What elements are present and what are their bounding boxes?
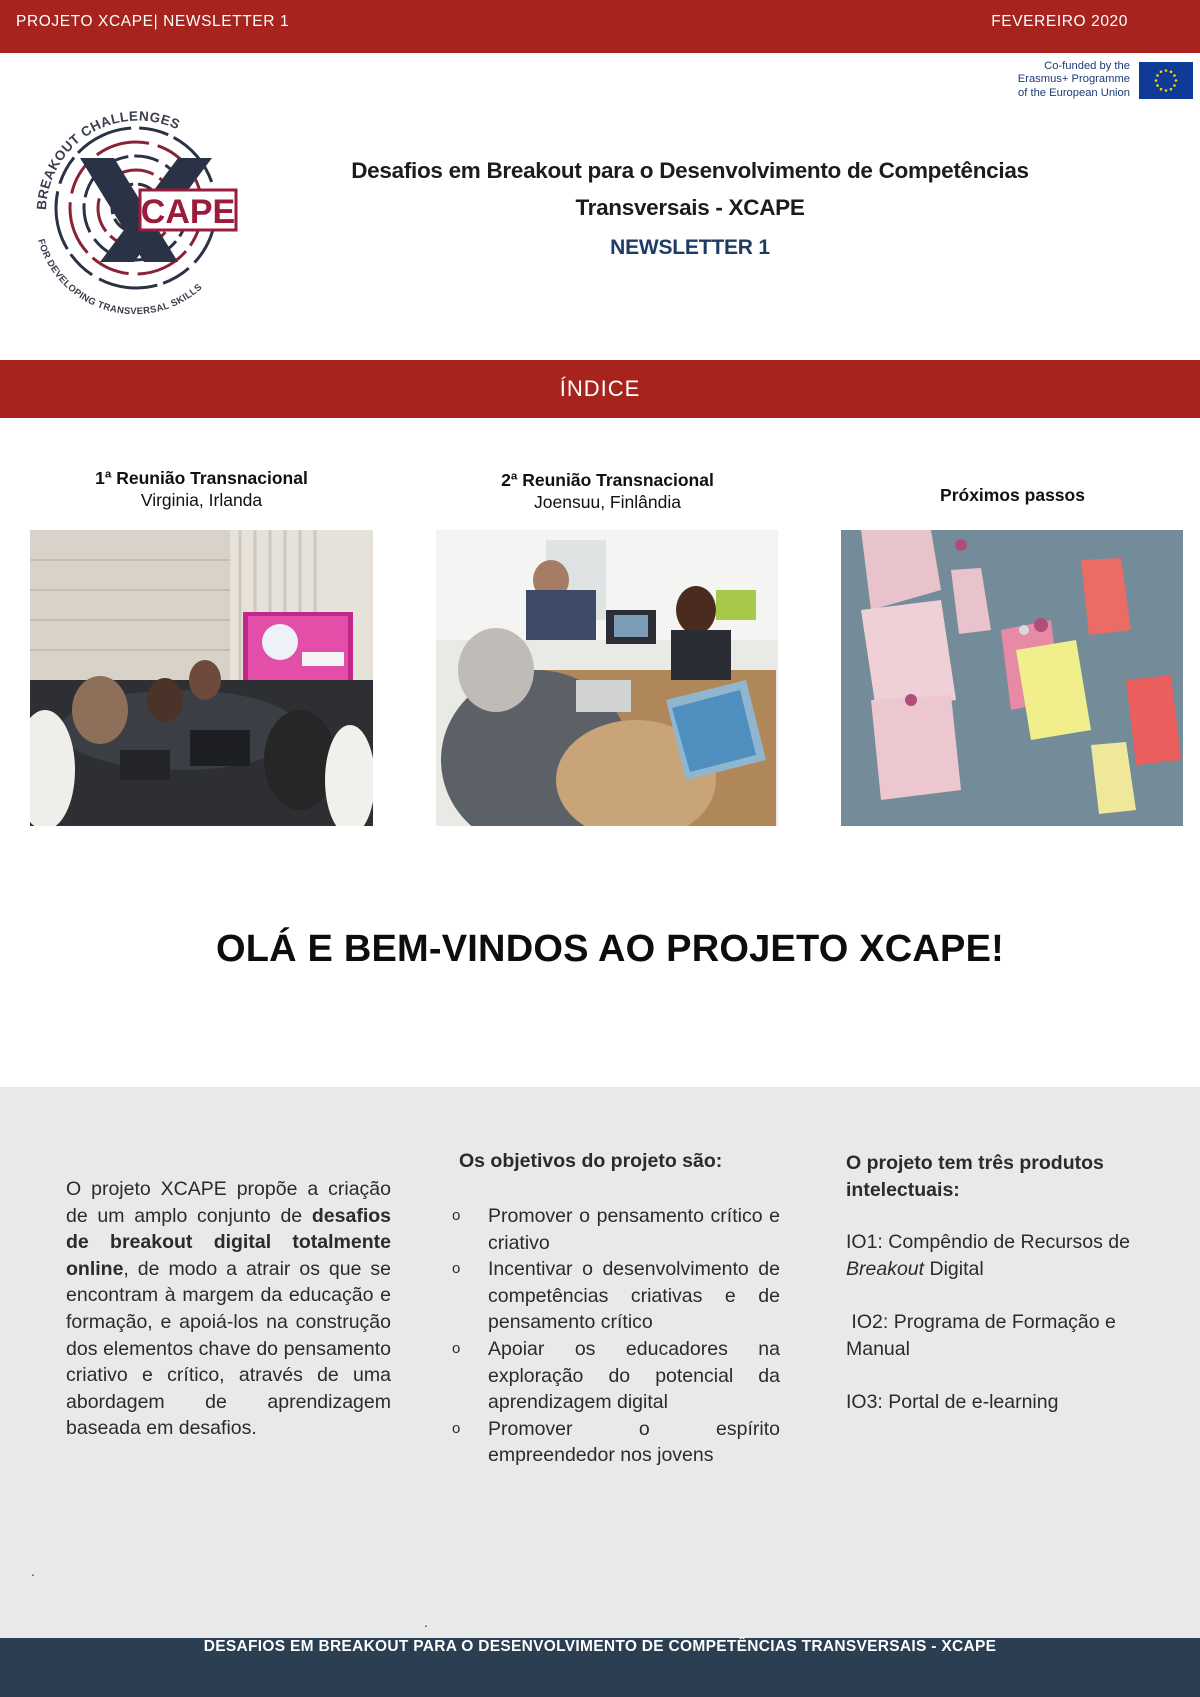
photo-second-meeting[interactable] xyxy=(436,530,778,826)
footer-text: DESAFIOS EM BREAKOUT PARA O DESENVOLVIMENTO DE COMPETÊNCIAS TRANSVERSAIS - XCAPE xyxy=(203,1638,997,1655)
objective-text: Promover o espírito empreendedor nos jovens xyxy=(488,1417,780,1467)
objectives-list xyxy=(450,1203,780,1469)
eu-cofunding-text xyxy=(1000,60,1130,100)
io1-prefix: IO1: Compêndio de Recursos de xyxy=(846,1231,1130,1253)
welcome-heading: OLÁ E BEM-VINDOS AO PROJETO XCAPE! xyxy=(215,928,1004,970)
list-item xyxy=(450,1203,780,1256)
photo-sticky-notes[interactable] xyxy=(841,530,1183,826)
products-title: O projeto tem três produtos intelectuais: xyxy=(846,1152,1104,1201)
index-item-title: Próximos passos xyxy=(940,485,1085,505)
intro-text-1: O projeto XCAPE propõe a criação de um amplo conjunto de xyxy=(66,1178,391,1227)
list-item xyxy=(450,1256,780,1336)
title-line-2: Transversais - XCAPE xyxy=(575,195,805,220)
index-item-title: 1ª Reunião Transnacional xyxy=(95,468,308,488)
io1-suffix: Digital xyxy=(924,1257,984,1280)
logo-word: CAPE xyxy=(140,193,236,231)
stray-mark: . xyxy=(31,1563,35,1579)
index-item-title: 2ª Reunião Transnacional xyxy=(501,470,714,490)
objectives-title: Os objetivos do projeto são: xyxy=(459,1150,723,1172)
index-item-subtitle: Virginia, Irlanda xyxy=(140,490,263,510)
xcape-logo xyxy=(28,100,260,316)
newsletter-main-title xyxy=(300,152,1080,226)
eu-flag-icon xyxy=(1139,62,1193,99)
list-item xyxy=(450,1416,780,1469)
index-label: ÍNDICE xyxy=(559,376,641,401)
product-io3: IO3: Portal de e-learning xyxy=(846,1391,1059,1413)
footer-bar xyxy=(0,1638,1200,1697)
newsletter-number: NEWSLETTER 1 xyxy=(610,236,770,259)
intro-paragraph xyxy=(66,1176,391,1442)
intro-bold: desafios de breakout digital totalmente online xyxy=(66,1204,391,1280)
bullet-icon: o xyxy=(452,1419,461,1437)
list-item xyxy=(450,1336,780,1416)
header-left-text: PROJETO XCAPE| NEWSLETTER 1 xyxy=(16,13,290,30)
index-item-3[interactable] xyxy=(841,484,1184,506)
bullet-icon: o xyxy=(452,1207,461,1224)
photo-first-meeting[interactable] xyxy=(30,530,373,826)
logo-arc-top: BREAKOUT CHALLENGES xyxy=(33,108,183,211)
product-io1 xyxy=(846,1229,1166,1282)
bullet-icon: o xyxy=(452,1339,461,1357)
eu-line-2: Erasmus+ Programme xyxy=(1017,73,1130,86)
objective-text: Incentivar o desenvolvimento de competências criativas e de pensamento crítico xyxy=(488,1258,780,1334)
product-io2: IO2: Programa de Formação e Manual xyxy=(846,1311,1122,1360)
objective-text: Apoiar os educadores na exploração do potencial da aprendizagem digital xyxy=(488,1337,780,1414)
index-item-1[interactable] xyxy=(30,467,373,511)
io1-emphasis: Breakout xyxy=(846,1257,925,1280)
stray-mark: . xyxy=(424,1614,428,1630)
header-date: FEVEREIRO 2020 xyxy=(991,13,1128,30)
title-line-1: Desafios em Breakout para o Desenvolvimento de Competências xyxy=(351,158,1029,183)
index-item-subtitle: Joensuu, Finlândia xyxy=(534,492,681,512)
top-header-bar xyxy=(0,0,1200,53)
index-item-2[interactable] xyxy=(436,469,779,513)
eu-line-3: of the European Union xyxy=(1018,86,1130,99)
logo-arc-bottom: FOR DEVELOPING TRANSVERSAL SKILLS xyxy=(35,237,205,316)
bullet-icon: o xyxy=(452,1260,461,1278)
index-bar xyxy=(0,360,1200,418)
intro-text-2: , de modo a atrair os que se encontram à margem da educação e formação, e apoiá-los na construção dos elementos chave do pensamento criativo e crítico, através de uma abordagem de aprendizagem baseada em desafios. xyxy=(66,1257,391,1440)
objective-text: Promover o pensamento crítico e criativo xyxy=(488,1205,780,1254)
eu-line-1: Co-funded by the xyxy=(1044,60,1130,72)
